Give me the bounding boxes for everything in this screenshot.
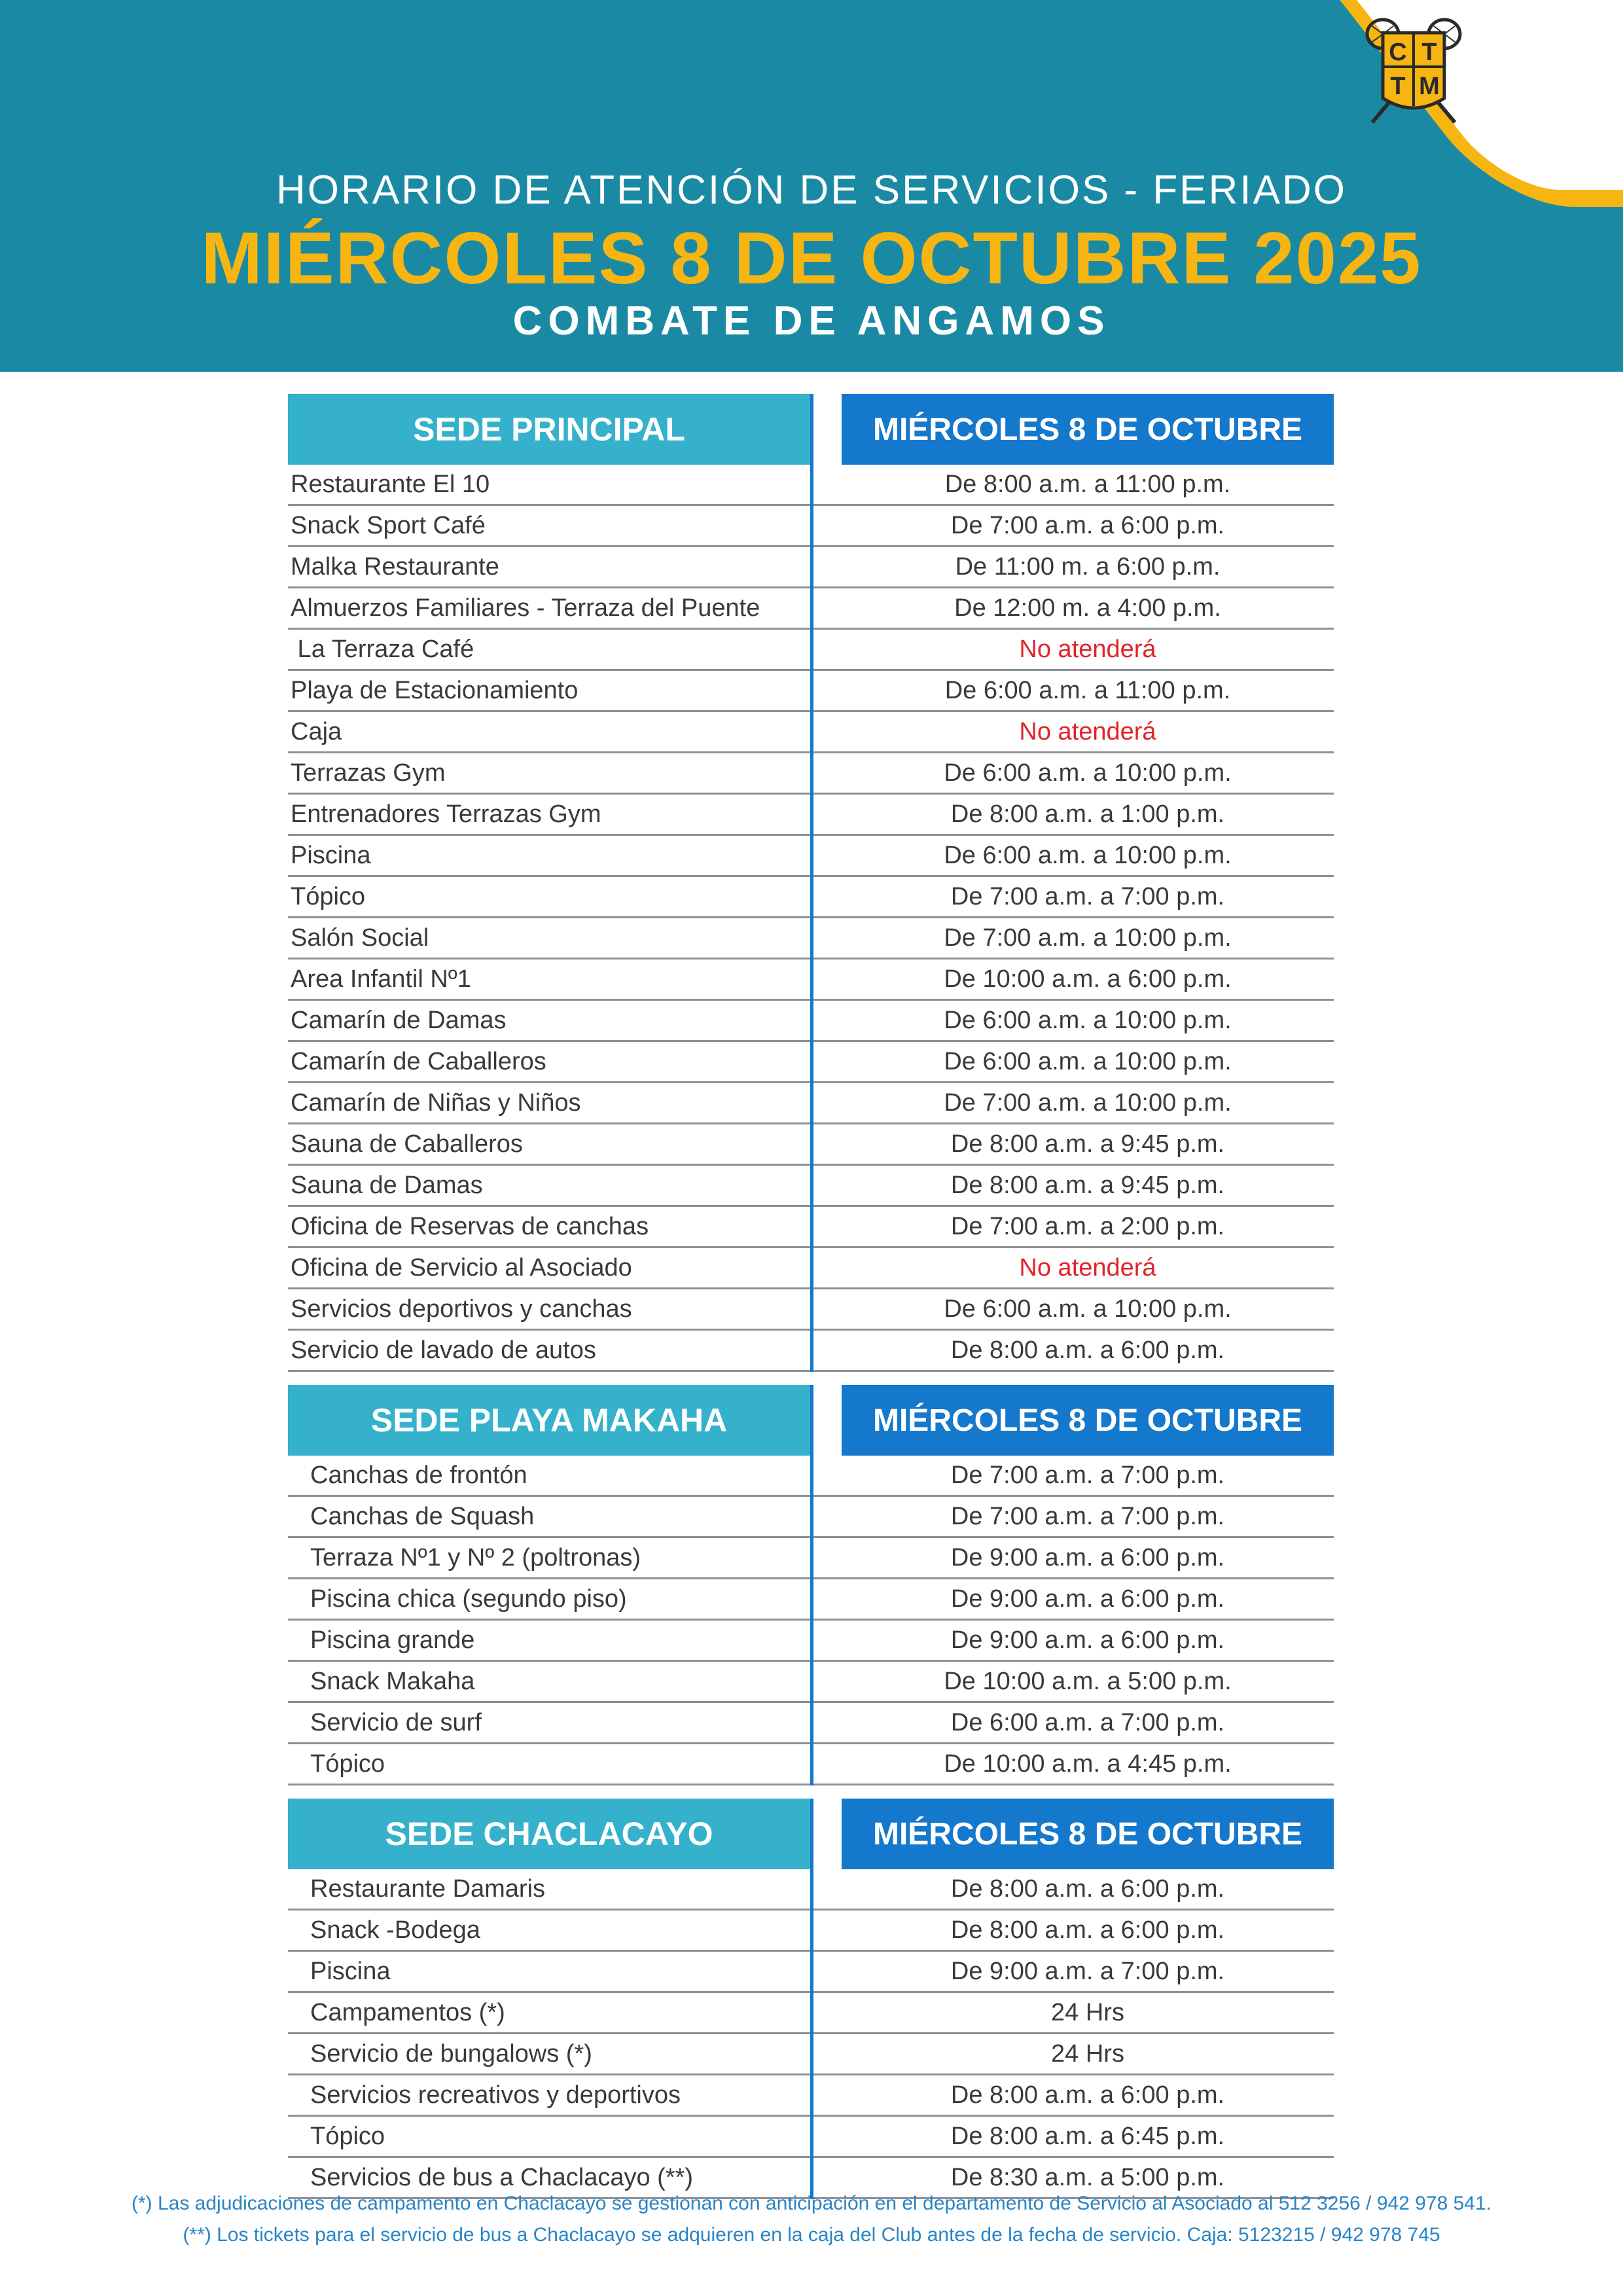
service-name: Piscina [310,1958,391,1985]
service-hours: De 6:00 a.m. a 7:00 p.m. [950,1709,1225,1736]
service-hours: De 6:00 a.m. a 10:00 p.m. [944,759,1232,787]
service-hours: De 9:00 a.m. a 6:00 p.m. [950,1544,1225,1571]
service-hours: De 7:00 a.m. a 6:00 p.m. [950,512,1225,539]
service-hours: De 8:00 a.m. a 1:00 p.m. [950,800,1225,828]
logo-letter: M [1419,73,1440,100]
section-day-header: MIÉRCOLES 8 DE OCTUBRE [842,1385,1334,1456]
service-name: Restaurante El 10 [291,471,490,498]
service-hours: De 11:00 m. a 6:00 p.m. [955,553,1221,581]
service-hours: De 7:00 a.m. a 10:00 p.m. [944,924,1232,952]
service-name: Snack -Bodega [310,1916,480,1944]
service-hours: De 6:00 a.m. a 10:00 p.m. [944,1048,1232,1075]
service-name: Servicios deportivos y canchas [291,1295,632,1323]
service-name: Piscina [291,842,371,869]
service-name: Salón Social [291,924,429,952]
service-hours: De 6:00 a.m. a 10:00 p.m. [944,1295,1232,1323]
service-hours: De 9:00 a.m. a 6:00 p.m. [950,1585,1225,1613]
service-closed-status: No atenderá [1019,1254,1156,1282]
footnote-bus: (**) Los tickets para el servicio de bus a Chaclacayo se adquieren en la caja del Club antes de la fecha de servicio. Caja: 5123215 / 942 978 745 [183,2224,1440,2246]
service-name: Servicio de bungalows (*) [310,2040,592,2068]
service-hours: De 7:00 a.m. a 7:00 p.m. [950,1462,1225,1489]
service-hours: De 10:00 a.m. a 5:00 p.m. [944,1668,1232,1695]
section-day-header: MIÉRCOLES 8 DE OCTUBRE [842,1799,1334,1869]
column-divider [810,1799,813,2199]
service-name: Almuerzos Familiares - Terraza del Puente [291,594,760,622]
header-title: MIÉRCOLES 8 DE OCTUBRE 2025 [201,217,1422,299]
service-hours: De 8:00 a.m. a 9:45 p.m. [950,1172,1225,1199]
service-closed-status: No atenderá [1019,636,1156,663]
service-name: Servicios recreativos y deportivos [310,2081,681,2109]
service-name: Caja [291,718,342,745]
service-name: Piscina grande [310,1626,475,1654]
service-hours: De 6:00 a.m. a 10:00 p.m. [944,1007,1232,1034]
service-hours: De 6:00 a.m. a 11:00 p.m. [944,677,1231,704]
service-name: Area Infantil Nº1 [291,965,471,993]
service-hours: De 6:00 a.m. a 10:00 p.m. [944,842,1232,869]
service-closed-status: No atenderá [1019,718,1156,745]
service-name: Snack Sport Café [291,512,486,539]
section-title: SEDE PRINCIPAL [288,394,810,465]
service-hours: De 9:00 a.m. a 7:00 p.m. [950,1958,1225,1985]
logo-letters [1364,14,1463,126]
service-name: Malka Restaurante [291,553,499,581]
service-name: Oficina de Reservas de canchas [291,1213,649,1240]
schedule-section [288,394,1334,1372]
section-gap [288,1785,1334,1799]
service-hours: De 8:30 a.m. a 5:00 p.m. [950,2164,1225,2191]
service-hours: De 10:00 a.m. a 6:00 p.m. [944,965,1232,993]
service-name: Playa de Estacionamiento [291,677,579,704]
service-hours: 24 Hrs [1051,1999,1124,2026]
service-name: Piscina chica (segundo piso) [310,1585,627,1613]
service-name: Terraza Nº1 y Nº 2 (poltronas) [310,1544,641,1571]
column-divider [810,394,813,1372]
service-hours: De 9:00 a.m. a 6:00 p.m. [950,1626,1225,1654]
service-name: Entrenadores Terrazas Gym [291,800,601,828]
service-hours: De 8:00 a.m. a 6:00 p.m. [950,1916,1225,1944]
service-name: Oficina de Servicio al Asociado [291,1254,632,1282]
service-hours: De 8:00 a.m. a 6:45 p.m. [950,2123,1225,2150]
service-name: Canchas de frontón [310,1462,527,1489]
service-name: Tópico [291,883,366,910]
footnote-campamentos: (*) Las adjudicaciones de campamento en Chaclacayo se gestionan con anticipación en el departamento de Servicio al Asociado al 512 3256 / 942 978 541. [131,2193,1492,2214]
service-name: Camarín de Caballeros [291,1048,546,1075]
column-divider [810,1385,813,1785]
section-gap [288,1372,1334,1385]
logo-letter: T [1390,73,1406,100]
service-hours: De 8:00 a.m. a 6:00 p.m. [950,2081,1225,2109]
service-name: Sauna de Damas [291,1172,483,1199]
service-hours: De 7:00 a.m. a 2:00 p.m. [950,1213,1225,1240]
schedule-section [288,1385,1334,1785]
service-name: Camarín de Damas [291,1007,507,1034]
service-name: Sauna de Caballeros [291,1130,523,1158]
service-name: Canchas de Squash [310,1503,535,1530]
logo-letter: C [1389,39,1407,66]
service-name: Restaurante Damaris [310,1875,546,1903]
logo-letter: T [1421,39,1437,66]
service-hours: De 8:00 a.m. a 9:45 p.m. [950,1130,1225,1158]
service-name: Camarín de Niñas y Niños [291,1089,581,1117]
header-subtitle: HORARIO DE ATENCIÓN DE SERVICIOS - FERIADO [276,168,1347,213]
service-name: Campamentos (*) [310,1999,505,2026]
service-hours: De 8:00 a.m. a 11:00 p.m. [944,471,1231,498]
service-hours: De 7:00 a.m. a 7:00 p.m. [950,883,1225,910]
section-day-header: MIÉRCOLES 8 DE OCTUBRE [842,394,1334,465]
header-banner [0,0,1623,372]
schedule-section [288,1799,1334,2199]
section-title: SEDE PLAYA MAKAHA [288,1385,810,1456]
header-occasion: COMBATE DE ANGAMOS [512,298,1111,344]
service-hours: De 7:00 a.m. a 10:00 p.m. [944,1089,1232,1117]
service-hours: De 12:00 m. a 4:00 p.m. [954,594,1221,622]
service-hours: De 7:00 a.m. a 7:00 p.m. [950,1503,1225,1530]
service-name: Snack Makaha [310,1668,475,1695]
service-hours: De 10:00 a.m. a 4:45 p.m. [944,1750,1232,1778]
service-name: Tópico [310,2123,385,2150]
service-name: Terrazas Gym [291,759,446,787]
service-hours: De 8:00 a.m. a 6:00 p.m. [950,1336,1225,1364]
section-title: SEDE CHACLACAYO [288,1799,810,1869]
service-name: Tópico [310,1750,385,1778]
service-hours: 24 Hrs [1051,2040,1124,2068]
service-name: La Terraza Café [291,636,474,663]
service-hours: De 8:00 a.m. a 6:00 p.m. [950,1875,1225,1903]
service-name: Servicios de bus a Chaclacayo (**) [310,2164,694,2191]
service-name: Servicio de lavado de autos [291,1336,596,1364]
service-name: Servicio de surf [310,1709,482,1736]
schedule-tables [288,394,1334,2199]
